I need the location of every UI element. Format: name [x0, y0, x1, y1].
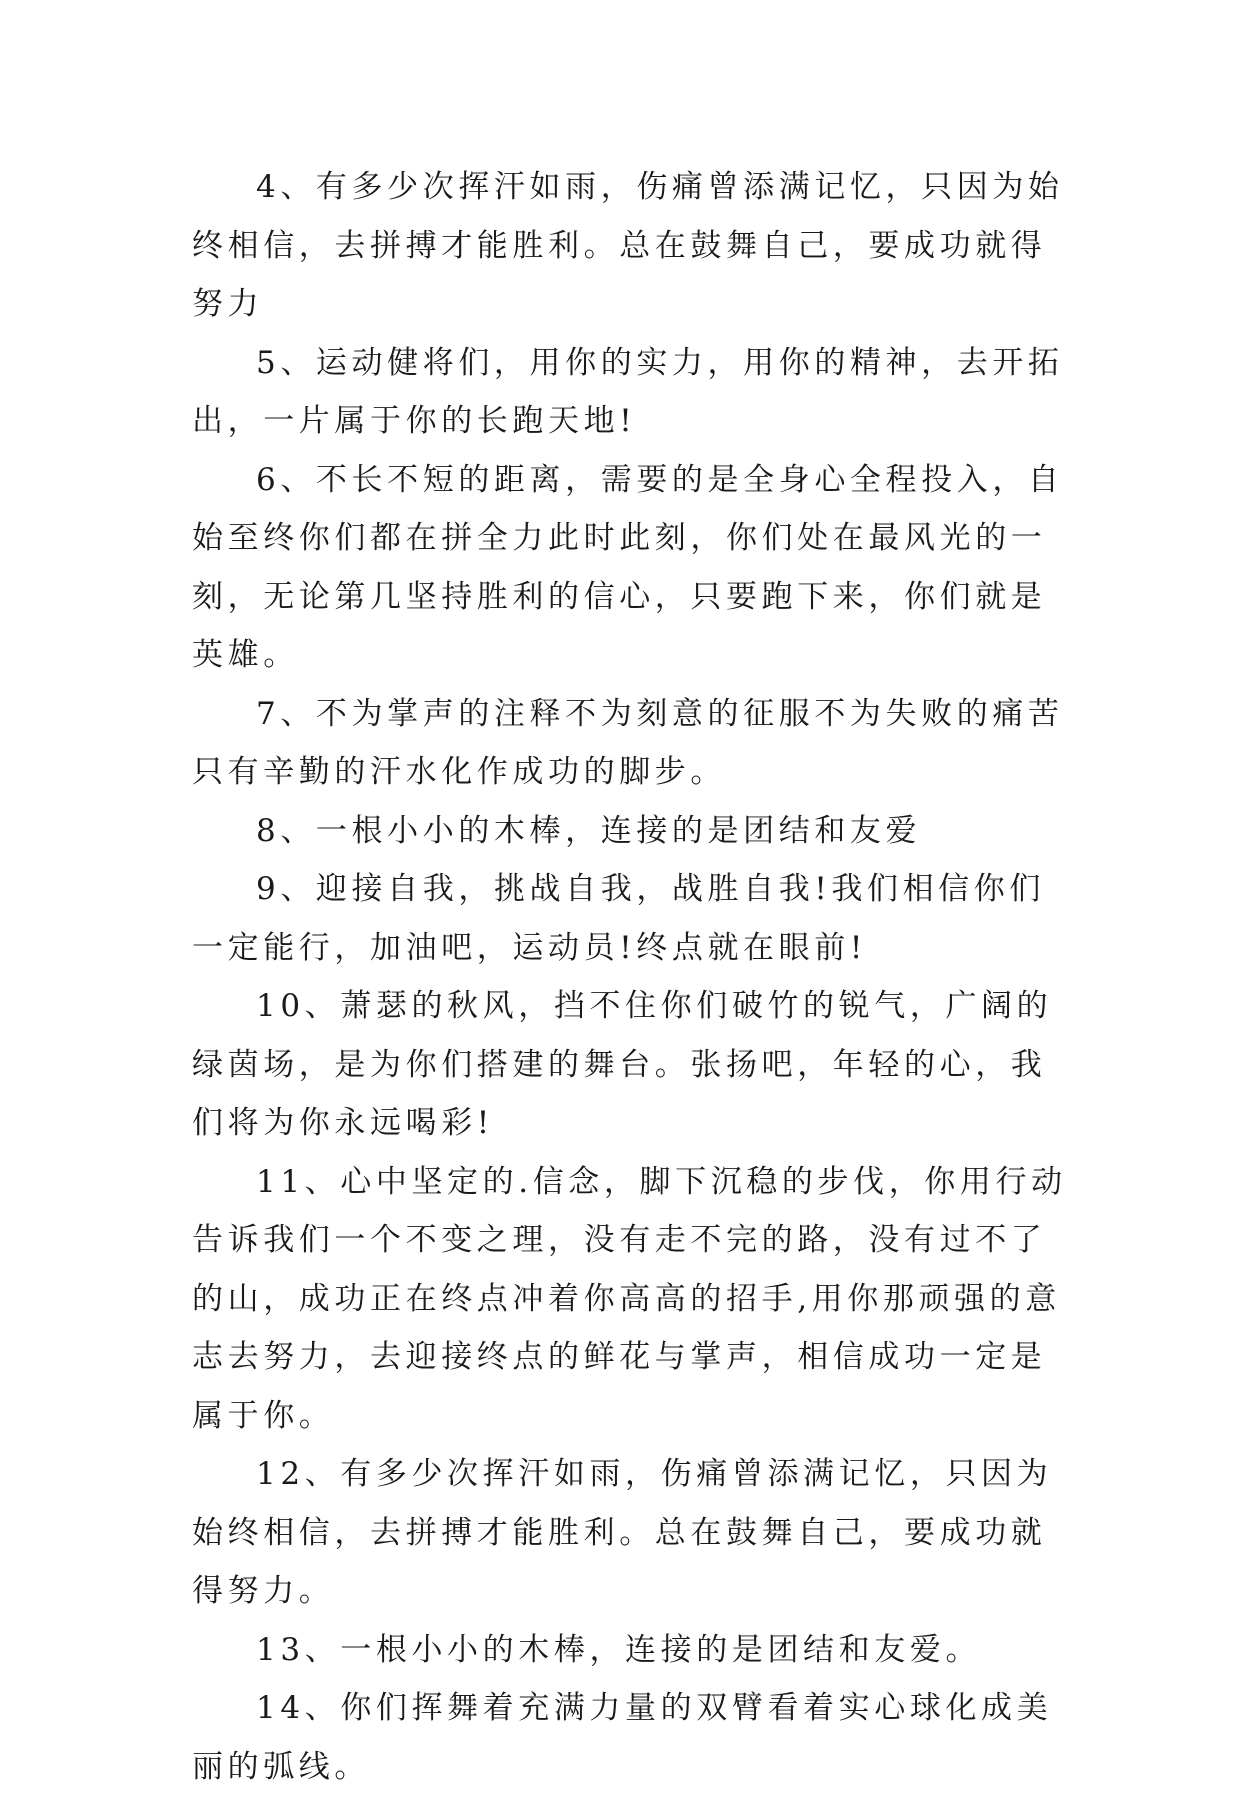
paragraph-10: 10、萧瑟的秋风，挡不住你们破竹的锐气，广阔的绿茵场，是为你们搭建的舞台。张扬吧，年轻的心，我们将为你永远喝彩! — [192, 988, 1053, 1141]
paragraph-12: 12、有多少次挥汗如雨，伤痛曾添满记忆，只因为始终相信，去拼搏才能胜利。总在鼓舞自己，要成功就得努力。 — [192, 1456, 1053, 1609]
paragraph-9: 9、迎接自我，挑战自我，战胜自我!我们相信你们一定能行，加油吧，运动员!终点就在眼前! — [192, 871, 1045, 966]
paragraph-5: 5、运动健将们，用你的实力，用你的精神，去开拓出，一片属于你的长跑天地! — [192, 344, 1064, 439]
document-body — [192, 158, 1067, 1796]
paragraph-6: 6、不长不短的距离，需要的是全身心全程投入，自始至终你们都在拼全力此时此刻，你们处在最风光的一刻，无论第几坚持胜利的信心，只要跑下来，你们就是英雄。 — [192, 461, 1064, 673]
paragraph-8: 8、一根小小的木棒，连接的是团结和友爱 — [256, 812, 922, 849]
paragraph-14: 14、你们挥舞着充满力量的双臂看着实心球化成美丽的弧线。 — [192, 1690, 1053, 1785]
paragraph-13: 13、一根小小的木棒，连接的是团结和友爱。 — [256, 1631, 982, 1668]
paragraph-7: 7、不为掌声的注释不为刻意的征服不为失败的痛苦只有辛勤的汗水化作成功的脚步。 — [192, 695, 1064, 790]
paragraph-4: 4、有多少次挥汗如雨，伤痛曾添满记忆，只因为始终相信，去拼搏才能胜利。总在鼓舞自己，要成功就得努力 — [192, 169, 1064, 322]
paragraph-11: 11、心中坚定的.信念，脚下沉稳的步伐，你用行动告诉我们一个不变之理，没有走不完的路，没有过不了的山，成功正在终点冲着你高高的招手,用你那顽强的意志去努力，去迎接终点的鲜花与掌声，相信成功一定是属于你。 — [192, 1163, 1067, 1434]
